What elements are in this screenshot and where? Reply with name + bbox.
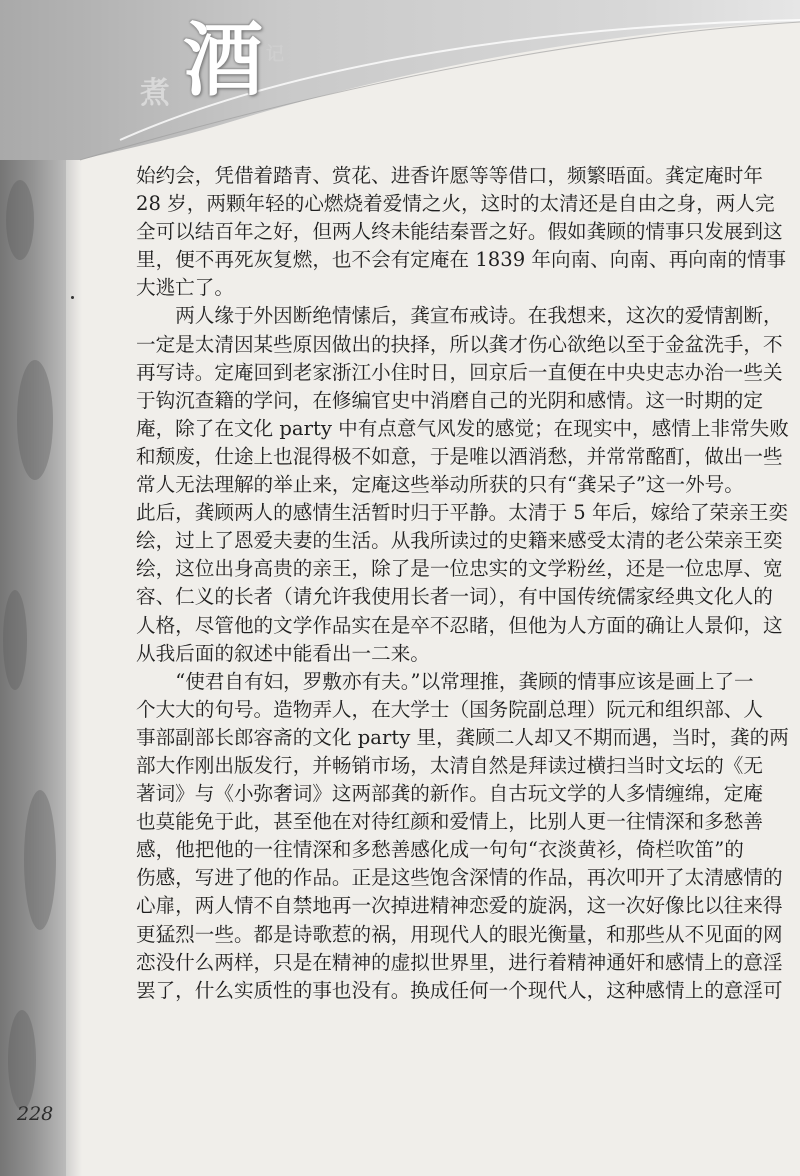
text-line: “使君自有妇，罗敷亦有夫。”以常理推，龚顾的情事应该是画上了一: [175, 669, 754, 693]
text-line: 容、仁义的长者（请允许我使用长者一词），有中国传统儒家经典文化人的: [136, 585, 773, 609]
print-speck: [71, 296, 74, 299]
paragraph: [136, 302, 789, 667]
text-line: 和颓废，仕途上也混得极不如意，于是唯以酒消愁，并常常酩酊，做出一些: [136, 444, 783, 468]
chapter-header: [0, 0, 800, 160]
text-line: 事部副部长郎容斋的文化 party 里，龚顾二人却又不期而遇，当时，龚的两: [136, 725, 789, 749]
text-line: 全可以结百年之好，但两人终未能结秦晋之好。假如龚顾的情事只发展到这: [136, 220, 783, 244]
chapter-title-prefix: 煮: [140, 76, 170, 111]
text-line: 心扉，两人情不自禁地再一次掉进精神恋爱的旋涡，这一次好像比以往来得: [136, 894, 783, 918]
text-line: 一定是太清因某些原因做出的抉择，所以龚才伤心欲绝以至于金盆洗手，不: [136, 332, 783, 356]
text-line: 更猛烈一些。都是诗歌惹的祸，用现代人的眼光衡量，和那些从不见面的网: [136, 922, 783, 946]
text-line: 大逃亡了。: [136, 276, 234, 300]
text-line: 里，便不再死灰复燃，也不会有定庵在 1839 年向南、向南、再向南的情事: [136, 248, 787, 272]
body-text: [136, 162, 789, 1005]
paragraph: [136, 668, 789, 1005]
chapter-title-suffix: 记: [266, 44, 284, 65]
text-line: 常人无法理解的举止来，定庵这些举动所获的只有“龚呆子”这一外号。: [136, 473, 744, 497]
text-line: 此后，龚顾两人的感情生活暂时归于平静。太清于 5 年后，嫁给了荣亲王奕: [136, 501, 788, 525]
text-line: 恋没什么两样，只是在精神的虚拟世界里，进行着精神通奸和感情上的意淫: [136, 950, 783, 974]
text-line: 从我后面的叙述中能看出一二来。: [136, 641, 430, 665]
page-number: 228: [17, 1103, 54, 1125]
text-line: 28 岁，两颗年轻的心燃烧着爱情之火，这时的太清还是自由之身，两人完: [136, 192, 775, 216]
text-line: 人格，尽管他的文学作品实在是卒不忍睹，但他为人方面的确让人景仰，这: [136, 613, 783, 637]
text-line: 著词》与《小弥奢词》这两部龚的新作。自古玩文学的人多情缠绵，定庵: [136, 782, 763, 806]
text-line: 绘，过上了恩爱夫妻的生活。从我所读过的史籍来感受太清的老公荣亲王奕: [136, 529, 783, 553]
chapter-title-main: 酒: [183, 13, 263, 107]
text-line: 罢了，什么实质性的事也没有。换成任何一个现代人，这种感情上的意淫可: [136, 978, 783, 1002]
text-line: 个大大的句号。造物弄人，在大学士（国务院副总理）阮元和组织部、人: [136, 697, 763, 721]
text-line: 两人缘于外因断绝情愫后，龚宣布戒诗。在我想来，这次的爱情割断，: [175, 304, 783, 328]
text-line: 绘，这位出身高贵的亲王，除了是一位忠实的文学粉丝，还是一位忠厚、宽: [136, 557, 783, 581]
text-line: 再写诗。定庵回到老家浙江小住时日，回京后一直便在中央史志办治一些关: [136, 360, 783, 384]
text-line: 部大作刚出版发行，并畅销市场，太清自然是拜读过横扫当时文坛的《无: [136, 753, 763, 777]
text-line: 于钩沉查籍的学问，在修编官史中消磨自己的光阴和感情。这一时期的定: [136, 388, 763, 412]
text-line: 庵，除了在文化 party 中有点意气风发的感觉；在现实中，感情上非常失败: [136, 416, 789, 440]
text-line: 伤感，写进了他的作品。正是这些饱含深情的作品，再次叩开了太清感情的: [136, 866, 783, 890]
paragraph: [136, 162, 787, 302]
text-line: 感，他把他的一往情深和多愁善感化成一句句“衣淡黄衫，倚栏吹笛”的: [136, 838, 744, 862]
text-line: 也莫能免于此，甚至他在对待红颜和爱情上，比别人更一往情深和多愁善: [136, 810, 763, 834]
text-line: 始约会，凭借着踏青、赏花、进香许愿等等借口，频繁晤面。龚定庵时年: [136, 164, 763, 187]
